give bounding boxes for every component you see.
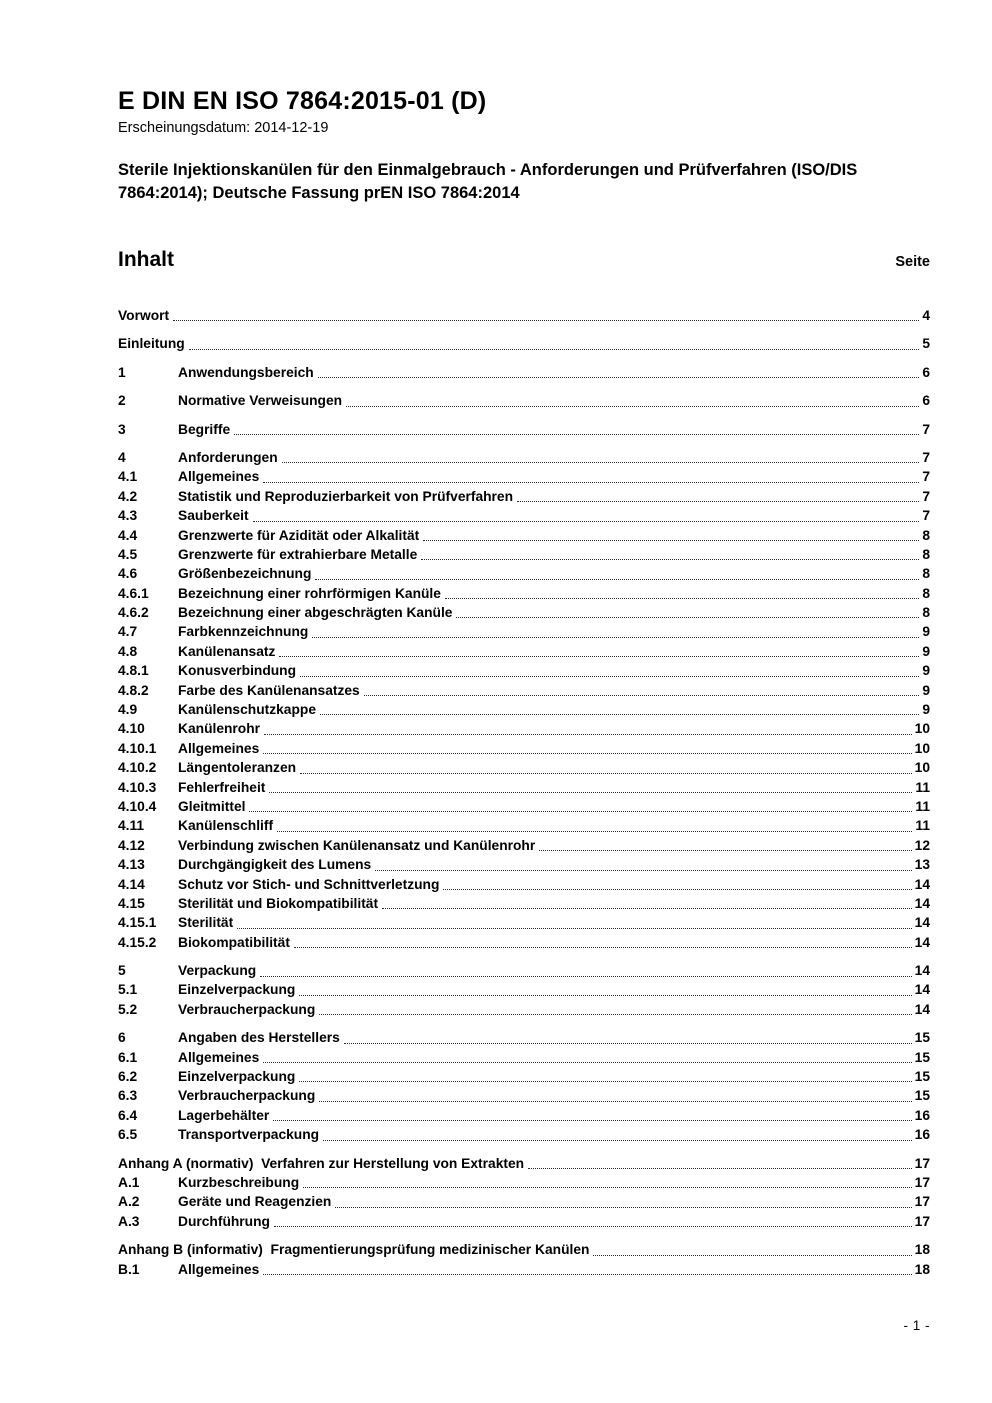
toc-dot-leader (303, 1187, 912, 1188)
toc-dot-leader (300, 773, 912, 774)
toc-entry-title: Größenbezeichnung (178, 566, 312, 582)
toc-entry-title: Vorwort (118, 307, 170, 323)
toc-entry-title: Geräte und Reagenzien (178, 1194, 332, 1210)
toc-entry (118, 448, 930, 467)
toc-entry (118, 816, 930, 835)
toc-entry-title: Grenzwerte für Azidität oder Alkalität (178, 527, 420, 543)
toc-dot-leader (539, 850, 911, 851)
toc-entry-number: A.3 (118, 1213, 140, 1229)
toc-dot-leader (375, 870, 911, 871)
toc-entry-title: Einzelverpackung (178, 1069, 296, 1085)
toc-entry-page: 8 (922, 546, 930, 562)
toc-entry (118, 855, 930, 874)
toc-entry-title: Farbe des Kanülenansatzes (178, 682, 360, 698)
toc-dot-leader (274, 1226, 912, 1227)
toc-entry-number: A.2 (118, 1194, 140, 1210)
toc-entry (118, 1125, 930, 1144)
toc-dot-leader (423, 540, 919, 541)
toc-entry-number: 4.6.1 (118, 585, 149, 601)
toc-entry-page: 7 (922, 421, 930, 437)
toc-entry-number: 6.5 (118, 1127, 138, 1143)
toc-entry (118, 642, 930, 661)
toc-dot-leader (234, 434, 919, 435)
toc-entry-title: Anhang B (informativ) Fragmentierungsprüfung medizinischer Kanülen (118, 1242, 590, 1258)
toc-entry-page: 14 (914, 1001, 930, 1017)
toc-entry-title: Einzelverpackung (178, 982, 296, 998)
toc-dot-leader (364, 695, 920, 696)
toc-dot-leader (263, 1274, 911, 1275)
toc-entry-number: 4.1 (118, 469, 138, 485)
toc-dot-leader (456, 617, 919, 618)
toc-entry-number: 4.15.1 (118, 915, 157, 931)
toc-entry (118, 1106, 930, 1125)
toc-entry (118, 306, 930, 325)
toc-entry-number: 6.4 (118, 1107, 138, 1123)
toc-entry-page: 17 (914, 1213, 930, 1229)
toc-entry-number: 4.10 (118, 721, 145, 737)
toc-entry-page: 17 (914, 1194, 930, 1210)
toc-entry-page: 7 (922, 488, 930, 504)
toc-entry-number: 2 (118, 393, 126, 409)
toc-entry-title: Kanülenschutzkappe (178, 702, 316, 718)
toc-entry-number: 4.6.2 (118, 605, 149, 621)
toc-entry (118, 603, 930, 622)
toc-entry-page: 10 (914, 721, 930, 737)
toc-entry (118, 487, 930, 506)
toc-entry (118, 622, 930, 641)
toc-entry-title: Anwendungsbereich (178, 364, 314, 380)
toc-dot-leader (346, 406, 919, 407)
toc-dot-leader (269, 792, 912, 793)
toc-entry-title: Lagerbehälter (178, 1107, 270, 1123)
toc-dot-leader (320, 714, 919, 715)
toc-dot-leader (315, 579, 919, 580)
document-title: Sterile Injektionskanülen für den Einmalgebrauch - Anforderungen und Prüfverfahren (ISO/DIS 7864:2014); Deutsche Fassung prEN ISO 7864:2014 (118, 161, 858, 202)
toc-dot-leader (249, 811, 912, 812)
toc-entry-page: 7 (922, 449, 930, 465)
toc-entry-title: Bezeichnung einer rohrförmigen Kanüle (178, 585, 441, 601)
toc-entry-title: Bezeichnung einer abgeschrägten Kanüle (178, 605, 453, 621)
toc-entry-title: Anhang A (normativ) Verfahren zur Herstellung von Extrakten (118, 1155, 525, 1171)
toc-entry-number: 4.10.1 (118, 740, 157, 756)
toc-entry (118, 894, 930, 913)
toc-dot-leader (323, 1140, 912, 1141)
toc-entry-number: 4.15.2 (118, 934, 157, 950)
page-content (118, 0, 930, 1279)
toc-entry-title: Anforderungen (178, 449, 278, 465)
toc-entry-page: 14 (914, 963, 930, 979)
toc-dot-leader (445, 598, 919, 599)
toc-page-column-label: Seite (895, 254, 930, 270)
page-number-footer: - 1 - (903, 1318, 930, 1333)
toc-entry-page: 6 (922, 364, 930, 380)
toc-entry (118, 545, 930, 564)
toc-entry (118, 1173, 930, 1192)
toc-entry-page: 8 (922, 527, 930, 543)
toc-entry (118, 1240, 930, 1259)
toc-entry-page: 11 (915, 818, 930, 834)
toc-dot-leader (443, 889, 911, 890)
toc-dot-leader (294, 947, 912, 948)
toc-entry-number: 4.8.1 (118, 663, 149, 679)
toc-entry-page: 9 (922, 624, 930, 640)
toc-entry (118, 681, 930, 700)
toc-entry (118, 836, 930, 855)
toc-entry-number: 4.12 (118, 837, 145, 853)
toc-dot-leader (312, 637, 919, 638)
toc-dot-leader (300, 676, 919, 677)
toc-entry-page: 6 (922, 393, 930, 409)
toc-dot-leader (517, 501, 919, 502)
toc-entry-title: Sauberkeit (178, 508, 249, 524)
toc-entry (118, 506, 930, 525)
toc-entry-page: 9 (922, 643, 930, 659)
toc-entry-title: Durchführung (178, 1213, 270, 1229)
toc-entry-page: 7 (922, 508, 930, 524)
toc-entry-page: 8 (922, 605, 930, 621)
toc-entry (118, 526, 930, 545)
toc-entry-page: 9 (922, 682, 930, 698)
toc-entry-title: Verpackung (178, 963, 257, 979)
toc-entry (118, 420, 930, 439)
toc-entry-title: Fehlerfreiheit (178, 779, 266, 795)
toc-entry (118, 1048, 930, 1067)
toc-entry-page: 16 (914, 1107, 930, 1123)
toc-entry-title: Verbraucherpackung (178, 1001, 316, 1017)
toc-entry-title: Transportverpackung (178, 1127, 320, 1143)
toc-entry-number: 5 (118, 963, 126, 979)
toc-entry-page: 10 (914, 760, 930, 776)
toc-entry-number: 4.2 (118, 488, 138, 504)
toc-entry-page: 11 (915, 798, 930, 814)
toc-entry (118, 1067, 930, 1086)
toc-header-row (118, 248, 930, 272)
toc-entry-number: 4.6 (118, 566, 138, 582)
toc-entry-number: 4.8 (118, 643, 138, 659)
toc-entry-title: Durchgängigkeit des Lumens (178, 857, 372, 873)
toc-dot-leader (382, 908, 912, 909)
toc-dot-leader (319, 1014, 911, 1015)
toc-entry-number: 4 (118, 449, 126, 465)
toc-entry-number: 5.1 (118, 982, 138, 998)
toc-entry-title: Statistik und Reproduzierbarkeit von Prüfverfahren (178, 488, 514, 504)
toc-entry (118, 933, 930, 952)
toc-entry (118, 1028, 930, 1047)
toc-entry-number: 4.13 (118, 857, 145, 873)
toc-entry-title: Normative Verweisungen (178, 393, 343, 409)
toc-entry (118, 778, 930, 797)
toc-entry-number: 4.14 (118, 876, 145, 892)
toc-entry-page: 8 (922, 566, 930, 582)
toc-entry-page: 9 (922, 663, 930, 679)
toc-entry-page: 15 (914, 1069, 930, 1085)
toc-entry-number: 6.3 (118, 1088, 138, 1104)
toc-entry (118, 1154, 930, 1173)
toc-entry-title: Gleitmittel (178, 798, 246, 814)
toc-entry-page: 5 (922, 336, 930, 352)
toc-dot-leader (335, 1207, 911, 1208)
toc-entry (118, 1086, 930, 1105)
toc-entry-page: 14 (914, 982, 930, 998)
toc-entry-title: Kanülenschliff (178, 818, 274, 834)
toc-dot-leader (593, 1255, 911, 1256)
toc-entry-title: Sterilität (178, 915, 234, 931)
toc-entry-number: B.1 (118, 1261, 140, 1277)
toc-entry (118, 875, 930, 894)
toc-entry (118, 1000, 930, 1019)
toc-entry-page: 14 (914, 934, 930, 950)
toc-entry-number: 4.3 (118, 508, 138, 524)
toc-dot-leader (264, 734, 912, 735)
toc-entry-title: Einleitung (118, 336, 185, 352)
toc-entry (118, 758, 930, 777)
toc-entry-number: 4.15 (118, 895, 145, 911)
toc-entry-page: 17 (914, 1155, 930, 1171)
toc-entry-page: 8 (922, 585, 930, 601)
toc-entry (118, 913, 930, 932)
toc-entry-page: 15 (914, 1088, 930, 1104)
toc-entry-title: Allgemeines (178, 1261, 260, 1277)
toc-dot-leader (260, 976, 911, 977)
toc-entry-title: Sterilität und Biokompatibilität (178, 895, 379, 911)
toc-dot-leader (282, 462, 920, 463)
toc-entry-page: 7 (922, 469, 930, 485)
toc-entry-number: 4.7 (118, 624, 138, 640)
toc-dot-leader (528, 1168, 912, 1169)
toc-entry (118, 719, 930, 738)
table-of-contents (118, 306, 930, 1279)
toc-entry-title: Längentoleranzen (178, 760, 297, 776)
toc-entry (118, 584, 930, 603)
toc-entry-title: Begriffe (178, 421, 231, 437)
toc-entry-page: 18 (914, 1261, 930, 1277)
toc-entry-number: 1 (118, 364, 126, 380)
toc-entry-page: 15 (914, 1030, 930, 1046)
toc-entry-number: 4.4 (118, 527, 138, 543)
toc-entry-number: 6.2 (118, 1069, 138, 1085)
toc-entry-title: Farbkennzeichnung (178, 624, 309, 640)
toc-entry-title: Biokompatibilität (178, 934, 290, 950)
toc-entry-title: Kanülenansatz (178, 643, 276, 659)
toc-entry-title: Kanülenrohr (178, 721, 261, 737)
toc-entry (118, 961, 930, 980)
toc-entry (118, 981, 930, 1000)
toc-entry-title: Konusverbindung (178, 663, 297, 679)
toc-dot-leader (263, 753, 911, 754)
toc-entry-page: 10 (914, 740, 930, 756)
toc-entry-page: 18 (914, 1242, 930, 1258)
toc-entry-title: Kurzbeschreibung (178, 1175, 300, 1190)
toc-entry (118, 1260, 930, 1279)
toc-entry-number: 4.10.2 (118, 760, 157, 776)
toc-dot-leader (273, 1120, 911, 1121)
toc-dot-leader (299, 1081, 911, 1082)
toc-entry-title: Allgemeines (178, 469, 260, 485)
toc-entry (118, 700, 930, 719)
toc-entry (118, 564, 930, 583)
toc-entry (118, 797, 930, 816)
toc-dot-leader (344, 1043, 912, 1044)
toc-entry-number: 4.10.3 (118, 779, 157, 795)
toc-entry-page: 16 (914, 1127, 930, 1143)
toc-entry (118, 363, 930, 382)
toc-dot-leader (279, 656, 919, 657)
toc-entry-page: 12 (914, 837, 930, 853)
toc-entry-number: 4.11 (118, 818, 145, 834)
toc-entry (118, 391, 930, 410)
toc-entry-number: 5.2 (118, 1001, 138, 1017)
toc-dot-leader (421, 559, 919, 560)
toc-entry-title: Schutz vor Stich- und Schnittverletzung (178, 876, 440, 892)
toc-entry-page: 4 (922, 307, 930, 323)
toc-entry-number: 4.9 (118, 702, 138, 718)
toc-entry-page: 17 (914, 1175, 930, 1190)
toc-entry-title: Angaben des Herstellers (178, 1030, 340, 1046)
toc-dot-leader (318, 377, 920, 378)
toc-entry-title: Verbindung zwischen Kanülenansatz und Kanülenrohr (178, 837, 536, 853)
toc-dot-leader (299, 995, 911, 996)
toc-entry (118, 334, 930, 353)
toc-dot-leader (253, 521, 920, 522)
toc-entry-title: Allgemeines (178, 1049, 260, 1065)
toc-entry-title: Grenzwerte für extrahierbare Metalle (178, 546, 418, 562)
toc-entry-title: Verbraucherpackung (178, 1088, 316, 1104)
toc-entry (118, 1212, 930, 1231)
toc-entry-number: 6.1 (118, 1049, 138, 1065)
toc-dot-leader (263, 1062, 911, 1063)
toc-entry-number: 4.10.4 (118, 798, 157, 814)
toc-entry-number: 4.8.2 (118, 682, 149, 698)
toc-entry-page: 14 (914, 876, 930, 892)
toc-entry-title: Allgemeines (178, 740, 260, 756)
toc-entry-page: 11 (915, 779, 930, 795)
toc-entry-number: 6 (118, 1030, 126, 1046)
toc-entry-number: 3 (118, 421, 126, 437)
toc-dot-leader (173, 320, 919, 321)
toc-entry-page: 13 (914, 857, 930, 873)
toc-entry (118, 661, 930, 680)
toc-entry-page: 14 (914, 915, 930, 931)
toc-entry (118, 739, 930, 758)
toc-entry (118, 467, 930, 486)
toc-heading: Inhalt (118, 248, 174, 271)
toc-entry-number: 4.5 (118, 546, 138, 562)
document-id-title: E DIN EN ISO 7864:2015-01 (D) (118, 87, 487, 115)
toc-dot-leader (319, 1101, 911, 1102)
toc-entry-page: 14 (914, 895, 930, 911)
toc-dot-leader (263, 482, 919, 483)
toc-entry-number: A.1 (118, 1175, 140, 1190)
publication-date: Erscheinungsdatum: 2014-12-19 (118, 120, 329, 136)
toc-entry-page: 9 (922, 702, 930, 718)
toc-dot-leader (277, 831, 912, 832)
toc-entry-page: 15 (914, 1049, 930, 1065)
toc-dot-leader (237, 928, 911, 929)
toc-dot-leader (189, 349, 920, 350)
toc-entry (118, 1192, 930, 1211)
